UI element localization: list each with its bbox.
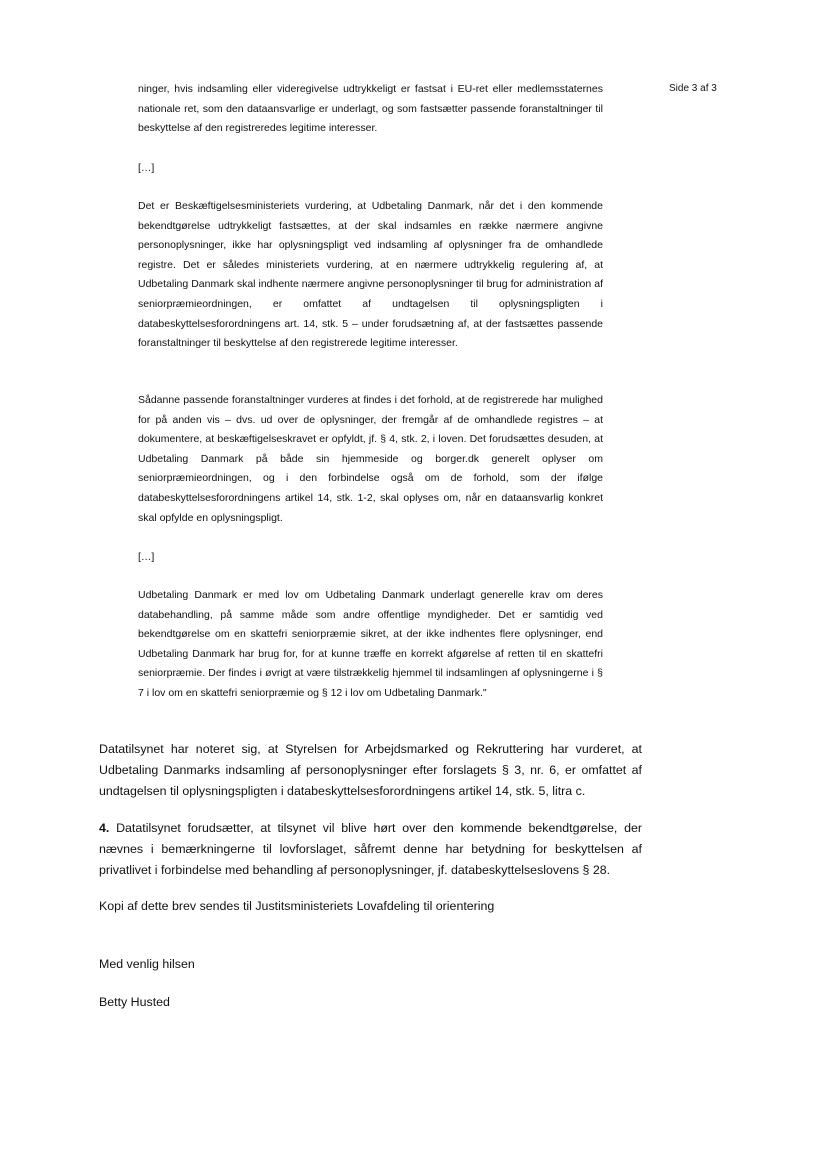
signature-name: Betty Husted [99, 995, 170, 1009]
quote-text: Det er Beskæftigelsesministeriets vurdering, at Udbetaling Danmark, når det i den kommende bekendtgørelse udtrykkeligt fastsættes, at der skal indsamles en række nærmere angivne personoplysninger, ikke har oplysningspligt ved indsamling af oplysninger fra de omhandlede registre. Det er således ministeriets vurdering, at en nærmere udtrykkelig regulering af, at Udbetaling Danmark skal indhente nærmere angivne personoplysninger til brug for administration af seniorpræmieordningen, er omfattet af undtagelsen til oplysningspligten i databeskyttelsesforordningens art. 14, stk. 5 – under forudsætning af, at der fastsættes passende foranstaltninger til beskyttelse af den registrerede legitime interesser. [138, 200, 603, 350]
quote-paragraph-2 [138, 197, 603, 354]
quote-text: ninger, hvis indsamling eller videregivelse udtrykkeligt er fastsat i EU-ret eller medlemsstaternes nationale ret, som den dataansvarlige er underlagt, og som fastsætter passende foranstaltninger til beskyttelse af den registreredes legitime interesser. [138, 83, 603, 135]
copy-note: Kopi af dette brev sendes til Justitsministeriets Lovafdeling til orientering [99, 899, 495, 913]
quote-ellipsis-1 [138, 159, 603, 179]
quote-paragraph-4 [138, 586, 603, 704]
closing: Med venlig hilsen [99, 957, 195, 971]
point-number: 4. [99, 821, 110, 835]
body-paragraph-point-4 [99, 818, 642, 881]
body-paragraph-noted [99, 739, 642, 802]
body-text: Datatilsynet har noteret sig, at Styrelsen for Arbejdsmarked og Rekruttering har vurderet, at Udbetaling Danmarks indsamling af personoplysninger efter forslagets § 3, nr. 6, er omfattet af undtagelsen til oplysningspligten i databeskyttelsesforordningens artikel 14, stk. 5, litra c. [99, 742, 642, 798]
quote-text: Sådanne passende foranstaltninger vurderes at findes i det forhold, at de registrerede har mulighed for på anden vis – dvs. ud over de oplysninger, der fremgår af de omhandlede registres – at dokumentere, at beskæftigelseskravet er opfyldt, jf. § 4, stk. 2, i loven. Det forudsættes desuden, at Udbetaling Danmark på både sin hjemmeside og borger.dk generelt oplyser om seniorpræmieordningen, og i den forbindelse også om de forhold, som der ifølge databeskyttelsesforordningens artikel 14, stk. 1-2, skal oplyses om, når en dataansvarlig konkret skal opfylde en oplysningspligt. [138, 394, 603, 524]
ellipsis-text: […] [138, 162, 155, 174]
ellipsis-text: […] [138, 551, 155, 563]
quote-paragraph-1 [138, 80, 603, 139]
quote-paragraph-3 [138, 391, 603, 528]
quote-text: Udbetaling Danmark er med lov om Udbetaling Danmark underlagt generelle krav om deres databehandling, på samme måde som andre offentlige myndigheder. Det er samtidig ved bekendtgørelse om en skattefri seniorpræmie sikret, at der ikke indhentes flere oplysninger, end Udbetaling Danmark har brug for, for at kunne træffe en korrekt afgørelse af retten til en skattefri seniorpræmie. Der findes i øvrigt at være tilstrækkelig hjemmel til indsamlingen af oplysningerne i § 7 i lov om en skattefri seniorpræmie og § 12 i lov om Udbetaling Danmark." [138, 589, 603, 699]
page-number: Side 3 af 3 [669, 83, 717, 94]
quote-ellipsis-2 [138, 548, 603, 568]
body-text: Datatilsynet forudsætter, at tilsynet vil blive hørt over den kommende bekendtgørelse, der nævnes i bemærkningerne til lovforslaget, såfremt denne har betydning for beskyttelsen af privatlivet i forbindelse med behandling af personoplysninger, jf. databeskyttelseslovens § 28. [99, 821, 642, 877]
